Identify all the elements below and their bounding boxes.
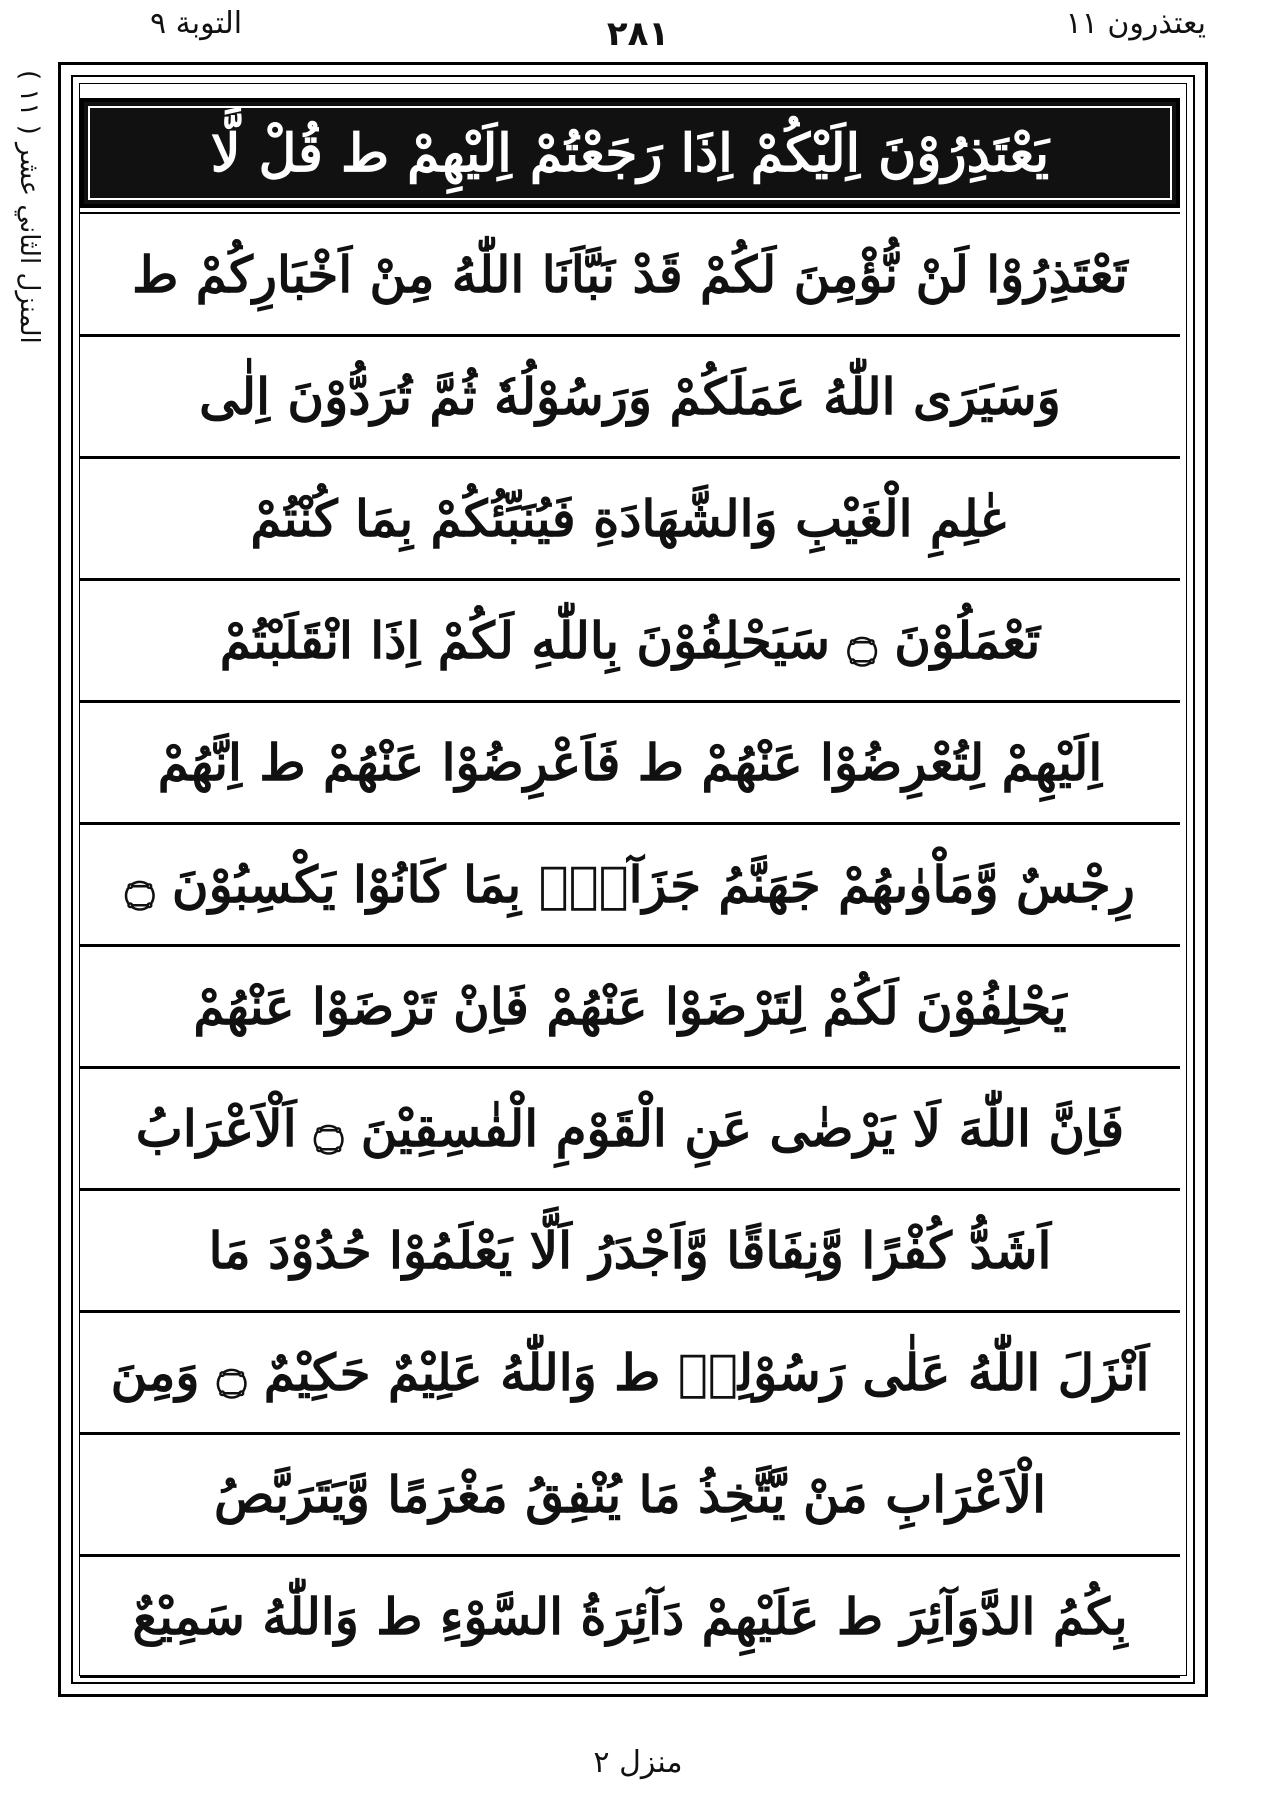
verse-line: الْاَعْرَابِ مَنْ يَّتَّخِذُ مَا يُنْفِقُ مَغْرَمًا وَّيَتَرَبَّصُ	[80, 1432, 1180, 1556]
verse-line: اِلَيْهِمْ لِتُعْرِضُوْا عَنْهُمْ ط فَاَعْرِضُوْا عَنْهُمْ ط اِنَّهُمْ	[80, 700, 1180, 824]
verse-line: اَنْزَلَ اللّٰهُ عَلٰى رَسُوْلِهٖ ط وَاللّٰهُ عَلِيْمٌ حَكِيْمٌ ۝ وَمِنَ	[80, 1310, 1180, 1434]
highlighted-verse-header: يَعْتَذِرُوْنَ اِلَيْكُمْ اِذَا رَجَعْتُمْ اِلَيْهِمْ ط قُلْ لَّا	[80, 98, 1180, 208]
manzil-footer: منزل ٢	[593, 1745, 683, 1780]
page-header	[0, 0, 1276, 62]
verse-line: فَاِنَّ اللّٰهَ لَا يَرْضٰى عَنِ الْقَوْمِ الْفٰسِقِيْنَ ۝ اَلْاَعْرَابُ	[80, 1066, 1180, 1190]
verse-line: وَسَيَرَى اللّٰهُ عَمَلَكُمْ وَرَسُوْلُهٗ ثُمَّ تُرَدُّوْنَ اِلٰى	[80, 334, 1180, 458]
verse-line: تَعْمَلُوْنَ ۝ سَيَحْلِفُوْنَ بِاللّٰهِ لَكُمْ اِذَا انْقَلَبْتُمْ	[80, 578, 1180, 702]
page-number: ٢٨١	[606, 14, 670, 54]
verse-lines	[80, 212, 1180, 1678]
juz-label: يعتذرون ١١	[1065, 6, 1206, 41]
verse-line: اَشَدُّ كُفْرًا وَّنِفَاقًا وَّاَجْدَرُ اَلَّا يَعْلَمُوْا حُدُوْدَ مَا	[80, 1188, 1180, 1312]
verse-line: تَعْتَذِرُوْا لَنْ نُّؤْمِنَ لَكُمْ قَدْ نَبَّاَنَا اللّٰهُ مِنْ اَخْبَارِكُمْ ط	[80, 212, 1180, 336]
verse-line: عٰلِمِ الْغَيْبِ وَالشَّهَادَةِ فَيُنَبِّئُكُمْ بِمَا كُنْتُمْ	[80, 456, 1180, 580]
surah-label: التوبة ٩	[150, 6, 243, 41]
margin-note: ( ١١ ) المنزل الثاني عشر	[14, 70, 44, 344]
quran-text-body	[80, 98, 1180, 1678]
verse-line: يَحْلِفُوْنَ لَكُمْ لِتَرْضَوْا عَنْهُمْ فَاِنْ تَرْضَوْا عَنْهُمْ	[80, 944, 1180, 1068]
verse-line: بِكُمُ الدَّوَآئِرَ ط عَلَيْهِمْ دَآئِرَةُ السَّوْءِ ط وَاللّٰهُ سَمِيْعٌ	[80, 1554, 1180, 1678]
verse-line: رِجْسٌ وَّمَاْوٰىهُمْ جَهَنَّمُ جَزَآءًۢ بِمَا كَانُوْا يَكْسِبُوْنَ ۝	[80, 822, 1180, 946]
